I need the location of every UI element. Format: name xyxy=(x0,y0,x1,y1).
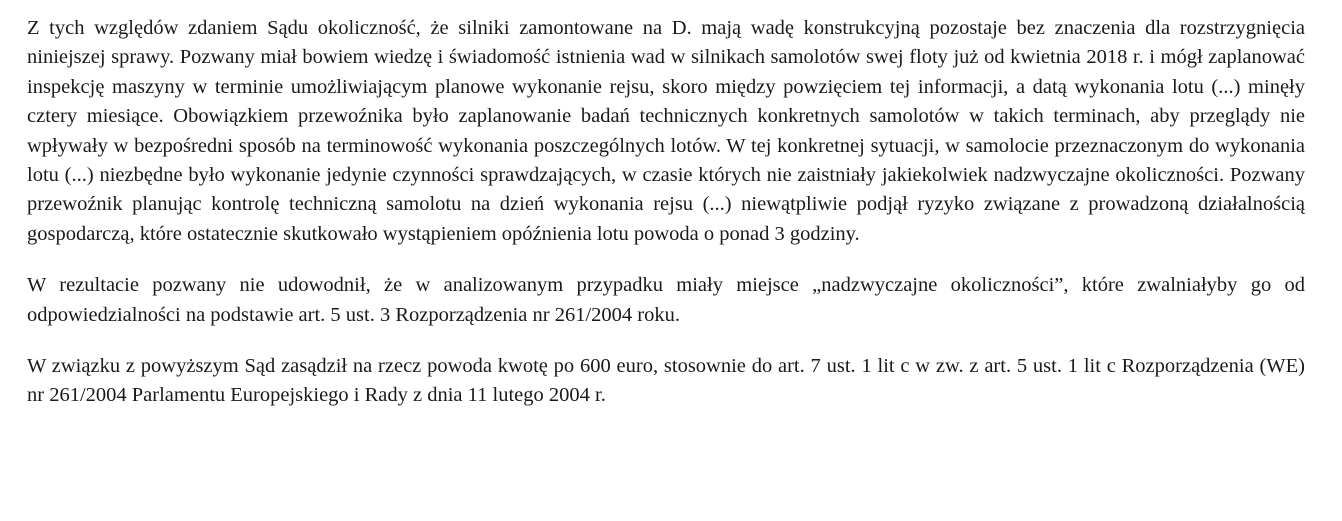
document-body xyxy=(27,14,1305,411)
paragraph-award: W związku z powyższym Sąd zasądził na rzecz powoda kwotę po 600 euro, stosownie do art. 7 ust. 1 lit c w zw. z art. 5 ust. 1 lit c Rozporządzenia (WE) nr 261/2004 Parlamentu Europejskiego i Rady z dnia 11 lutego 2004 r. xyxy=(27,355,1305,407)
paragraph-extraordinary-circumstances-analysis: Z tych względów zdaniem Sądu okoliczność, że silniki zamontowane na D. mają wadę konstrukcyjną pozostaje bez znaczenia dla rozstrzygnięcia niniejszej sprawy. Pozwany miał bowiem wiedzę i świadomość istnienia wad w silnikach samolotów swej floty już od kwietnia 2018 r. i mógł zaplanować inspekcję maszyny w terminie umożliwiającym planowe wykonanie rejsu, skoro między powzięciem tej informacji, a datą wykonania lotu (...) minęły cztery miesiące. Obowiązkiem przewoźnika było zaplanowanie badań technicznych konkretnych samolotów w takich terminach, aby przeglądy nie wpływały w bezpośredni sposób na terminowość wykonania poszczególnych lotów. W tej konkretnej sytuacji, w samolocie przeznaczonym do wykonania lotu (...) niezbędne było wykonanie jedynie czynności sprawdzających, w czasie których nie zaistniały jakiekolwiek nadzwyczajne okoliczności. Pozwany przewoźnik planując kontrolę techniczną samolotu na dzień wykonania rejsu (...) niewątpliwie podjął ryzyko związane z prowadzoną działalnością gospodarczą, które ostatecznie skutkowało wystąpieniem opóźnienia lotu powoda o ponad 3 godziny. xyxy=(27,17,1305,245)
paragraph-conclusion: W rezultacie pozwany nie udowodnił, że w analizowanym przypadku miały miejsce „nadzwyczajne okoliczności”, które zwalniałyby go od odpowiedzialności na podstawie art. 5 ust. 3 Rozporządzenia nr 261/2004 roku. xyxy=(27,274,1305,326)
